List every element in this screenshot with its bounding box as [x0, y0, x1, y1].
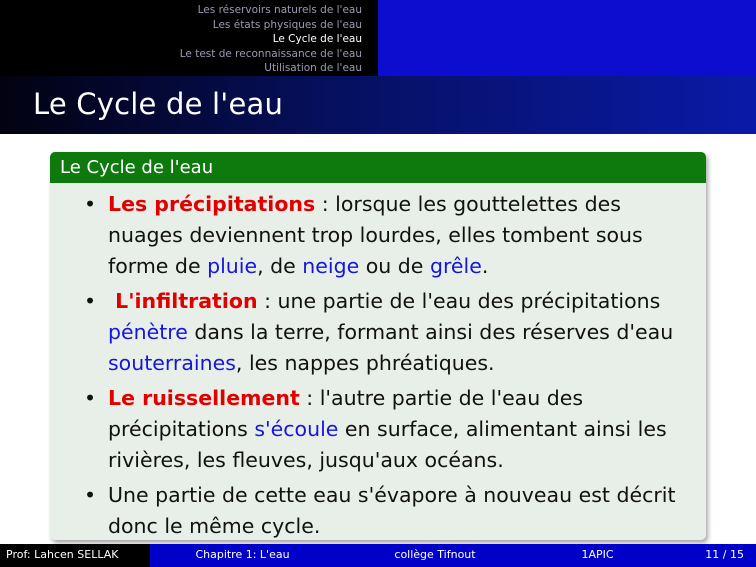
- keyword-infiltration: L'infiltration: [108, 289, 258, 313]
- bullet-text: , de: [257, 254, 303, 278]
- keyword-precipitations: Les précipitations: [108, 192, 316, 216]
- term-souterraines: souterraines: [108, 351, 236, 375]
- bullet-marker: •: [83, 386, 97, 410]
- footer-bar: [0, 544, 756, 567]
- nav-item-utilisation[interactable]: Utilisation de l'eau: [264, 62, 362, 75]
- footer-level: 1APIC: [535, 544, 660, 567]
- bullet-marker: •: [83, 483, 97, 507]
- bullet-text: , les nappes phréatiques.: [235, 351, 495, 375]
- nav-item-test[interactable]: Le test de reconnaissance de l'eau: [179, 47, 362, 60]
- bullet-text: ou de: [359, 254, 430, 278]
- keyword-ruissellement: Le ruissellement: [108, 386, 300, 410]
- headline-right-panel: [378, 0, 756, 76]
- frame-title-bar: [0, 76, 756, 134]
- term-neige: neige: [302, 254, 360, 278]
- footer-chapter: Chapitre 1: L'eau: [150, 544, 335, 567]
- nav-item-reservoirs[interactable]: Les réservoirs naturels de l'eau: [197, 4, 362, 16]
- term-secoule: s'écoule: [254, 417, 339, 441]
- footer-author: Prof: Lahcen SELLAK: [0, 544, 150, 567]
- frame-title: Le Cycle de l'eau: [33, 87, 284, 121]
- nav-item-etats[interactable]: Les états physiques de l'eau: [212, 18, 362, 31]
- bullet-text: .: [481, 254, 489, 278]
- bullet-text: : l'autre partie de l'eau des précipitations: [108, 386, 584, 441]
- content-block: [50, 152, 706, 540]
- nav-item-cycle[interactable]: Le Cycle de l'eau: [272, 33, 362, 46]
- block-body: [50, 183, 706, 540]
- term-grele: grêle: [429, 254, 482, 278]
- bullet-precipitations: [80, 189, 686, 282]
- footer-page-number: 11 / 15: [660, 544, 756, 567]
- bullet-marker: •: [83, 192, 97, 216]
- footer-school: collège Tifnout: [335, 544, 535, 567]
- term-penetre: pénètre: [108, 320, 188, 344]
- headline-navigation: [0, 0, 756, 76]
- bullet-marker: •: [83, 289, 97, 313]
- term-pluie: pluie: [207, 254, 258, 278]
- bullet-evaporation: [80, 480, 686, 540]
- bullet-text: : une partie de l'eau des précipitations: [257, 289, 661, 313]
- bullet-text: Une partie de cette eau s'évapore à nouveau est décrit donc le même cycle.: [108, 483, 676, 538]
- block-title: Le Cycle de l'eau: [50, 152, 706, 183]
- headline-left-panel: [0, 0, 378, 76]
- bullet-infiltration: [80, 286, 686, 379]
- bullet-text: en surface, alimentant ainsi les rivières, les fleuves, jusqu'aux océans.: [108, 417, 667, 472]
- bullet-text: dans la terre, formant ainsi des réserves d'eau: [187, 320, 674, 344]
- bullet-ruissellement: [80, 383, 686, 476]
- section-navigation-list: [180, 3, 362, 76]
- bullet-text: : lorsque les gouttelettes des nuages deviennent trop lourdes, elles tombent sous forme de: [108, 192, 643, 278]
